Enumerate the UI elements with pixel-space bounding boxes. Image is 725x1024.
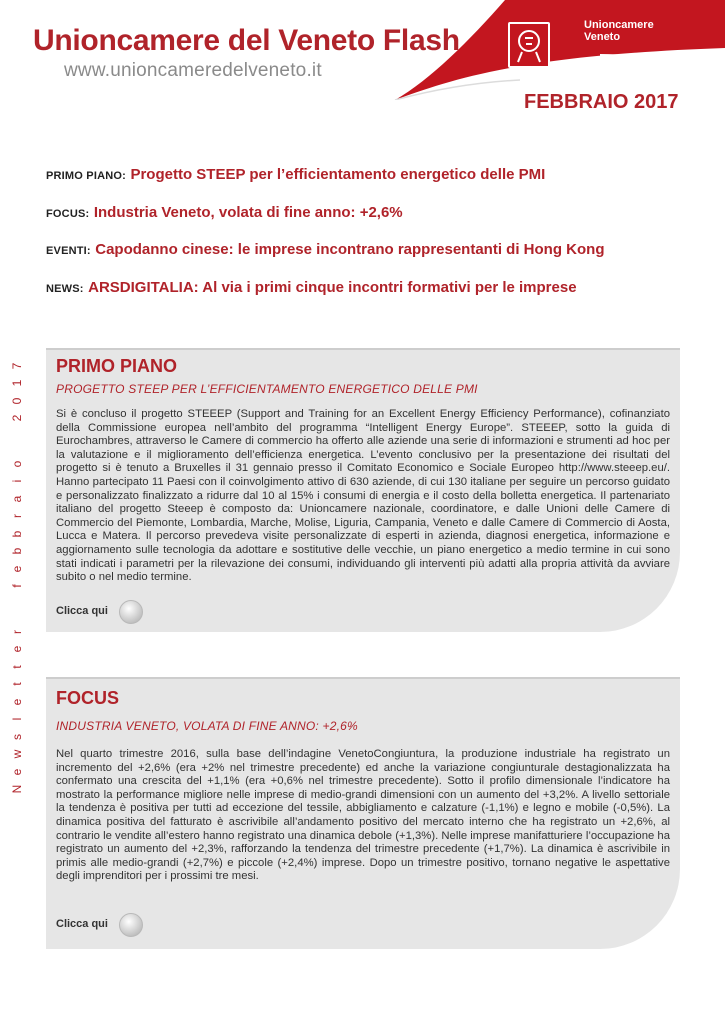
card-top-bar: [46, 348, 680, 350]
lion-logo: [508, 22, 550, 68]
section-subtitle: PROGETTO STEEP PER L’EFFICIENTAMENTO ENERGETICO DELLE PMI: [56, 382, 478, 396]
side-label-char: e: [10, 768, 24, 775]
logo-wordmark: [584, 19, 654, 43]
side-label-char: b: [10, 530, 24, 537]
side-label-char: r: [10, 629, 24, 634]
toc-item-news[interactable]: [46, 279, 577, 297]
side-label-char: t: [10, 664, 24, 669]
lion-logo-icon: [510, 24, 548, 66]
side-label-char: b: [10, 547, 24, 555]
section-body: Si è concluso il progetto STEEEP (Support and Training for an Excellent Energy Efficiency Performance), cofinanziato della Commissione europea nell’ambito del programma “Intelligent Energy Europe”. STEEEP, sotto la guida di Eurochambres, attraverso le Camere di commercio ha offerto alle aziende una serie di informazioni e strumenti ad hoc per la valutazione e il miglioramento dell’efficienza energetica. L’evento conclusivo per la presentazione dei risultati del progetto si è tenuto a Bruxelles il 31 gennaio presso il Comitato Economico e Sociale Europeo http://www.steeep.eu/. Hanno partecipato 11 Paesi con il coinvolgimento attivo di 630 aziende, di cui 130 italiane per seguire un percorso guidato e personalizzato finalizzato a ridurre dal 10 al 15% i consumi di energia e il costo della bolletta energetica. Il partenariato italiano del progetto Steeep è composto da: Unioncamere nazionale, coordinatore, e dalle Unioni delle Camere di Commercio del Piemonte, Lombardia, Marche, Molise, Liguria, Campania, Veneto e dalle Camere di Commercio di Aosta, Lucca e Matera. Il percorso prevedeva visite personalizzate di esperti in azienda, diagnosi energetica, informazione e aggiornamento sulle tecnologia da adottare e sostitutive delle vecchie, un piano energetico a medio termine in cui sono stati indicati i parametri per la rilevazione dei consumi, individuando gli interventi più adatti alla propria attività da avviare subito o nel medio termine.: [56, 408, 670, 584]
side-label-char: 0: [10, 397, 24, 404]
toc-item-focus[interactable]: [46, 204, 403, 222]
side-label-char: 7: [10, 362, 24, 369]
toc-item-primo-piano[interactable]: [46, 166, 545, 184]
globe-button-icon[interactable]: [119, 913, 143, 937]
clicca-qui-link[interactable]: Clicca qui: [56, 918, 108, 930]
side-label-char: 2: [10, 414, 24, 422]
side-label-char: l: [10, 717, 24, 721]
section-heading: FOCUS: [56, 688, 119, 708]
toc-label: EVENTI:: [46, 245, 91, 257]
side-label-char: f: [10, 584, 24, 588]
toc-title[interactable]: Progetto STEEP per l’efficientamento energetico delle PMI: [130, 166, 546, 183]
side-label-char: w: [10, 749, 24, 759]
newsletter-title: Unioncamere del Veneto Flash: [33, 24, 460, 57]
section-subtitle: INDUSTRIA VENETO, VOLATA DI FINE ANNO: +2,6%: [56, 719, 358, 733]
side-label-char: e: [10, 698, 24, 705]
side-label-char: 1: [10, 379, 24, 387]
side-label-char: e: [10, 645, 24, 653]
side-label-char: i: [10, 479, 24, 483]
toc-label: PRIMO PIANO:: [46, 170, 127, 182]
side-label-char: t: [10, 682, 24, 686]
toc-item-eventi[interactable]: [46, 241, 604, 259]
side-label-char: N: [10, 784, 24, 794]
logo-text-line2: Veneto: [584, 31, 621, 43]
section-heading: PRIMO PIANO: [56, 356, 178, 376]
issue-date: FEBBRAIO 2017: [524, 91, 679, 113]
toc-title[interactable]: ARSDIGITALIA: Al via i primi cinque incontri formativi per le imprese: [88, 279, 577, 296]
card-top-bar: [46, 677, 680, 679]
side-label-char: e: [10, 565, 24, 572]
toc-label: FOCUS:: [46, 208, 90, 220]
side-label-char: s: [10, 733, 24, 740]
side-label-char: a: [10, 495, 24, 502]
section-body: Nel quarto trimestre 2016, sulla base dell’indagine VenetoCongiuntura, la produzione industriale ha registrato un incremento del +2,6% (era +2% nel trimestre precedente) ed anche la variazione congiunturale destagionalizzata ha confermato una crescita del +1,1% (era +0,6% nel trimestre precedente). Sotto il profilo dimensionale l’indicatore ha mostrato la performance migliore nelle imprese di medio-grandi dimensioni con un aumento del +3,2%. A livello settoriale la tendenza è positiva per tutti ad eccezione del tessile, abbigliamento e calzature (-1,1%) e legno e mobile (-0,5%). La dinamica positiva del fatturato è ascrivibile all’andamento positivo del mercato interno che ha registrato un +2,6%, al contrario le vendite all’estero hanno registrato una dinamica debole (+1,3%). Nelle imprese manifatturiere l’occupazione ha registrato un aumento del +2,3%, rafforzando la tendenza del trimestre precedente (+1,7%). La dinamica è ascrivibile in primis alle medio-grandi (+2,7%) e piccole (+2,4%) imprese. Dopo un trimestre positivo, tornano negative le aspettative degli imprenditori per i prossimi tre mesi.: [56, 748, 670, 883]
logo-text-line1: Unioncamere: [584, 19, 654, 31]
section-focus: [46, 677, 680, 949]
side-label-char: o: [10, 460, 24, 467]
side-label-char: r: [10, 514, 24, 518]
toc-title[interactable]: Capodanno cinese: le imprese incontrano rappresentanti di Hong Kong: [95, 241, 605, 258]
clicca-qui-link[interactable]: Clicca qui: [56, 605, 108, 617]
globe-button-icon[interactable]: [119, 600, 143, 624]
toc-title[interactable]: Industria Veneto, volata di fine anno: +2,6%: [93, 204, 403, 221]
site-url-link[interactable]: www.unioncameredelveneto.it: [64, 60, 322, 81]
toc-label: NEWS:: [46, 283, 84, 295]
section-primo-piano: [46, 348, 680, 632]
